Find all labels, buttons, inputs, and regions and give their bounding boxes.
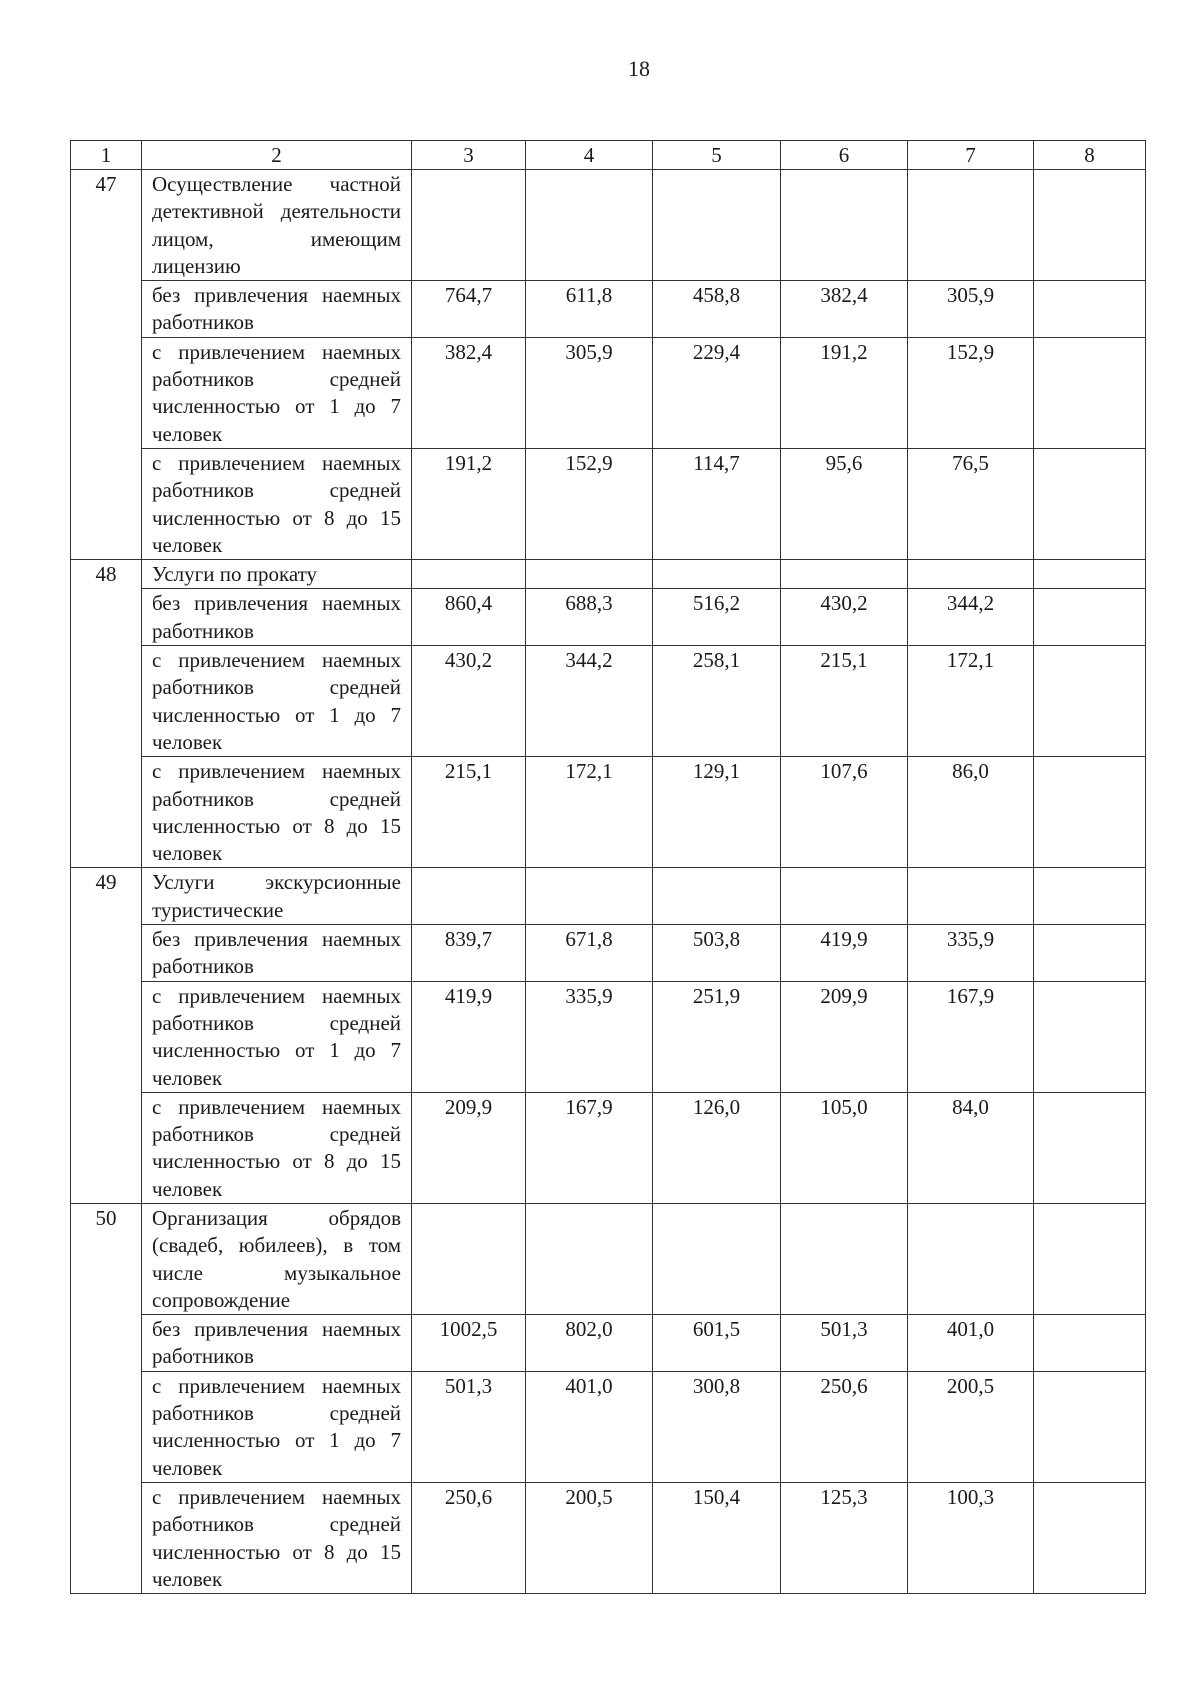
value-cell-col-3: 382,4 (412, 337, 526, 448)
value-cell-col-3: 501,3 (412, 1371, 526, 1482)
value-cell-col-7: 100,3 (908, 1482, 1034, 1593)
staff-condition: с привлечением наемных работников средней численностью от 1 до 7 человек (152, 339, 401, 446)
value-cell-col-8 (1034, 868, 1146, 925)
value-cell-col-8 (1034, 1203, 1146, 1314)
value-cell-col-4 (526, 1203, 653, 1314)
group-title-row (71, 1203, 1146, 1314)
staff-condition-cell (142, 589, 412, 646)
value-cell-col-3 (412, 170, 526, 281)
value-cell-col-6: 430,2 (781, 589, 908, 646)
value-cell-col-8 (1034, 1315, 1146, 1372)
value-cell-col-6: 215,1 (781, 646, 908, 757)
value-cell-col-3: 860,4 (412, 589, 526, 646)
value-cell-col-6: 107,6 (781, 757, 908, 868)
value-cell-col-6 (781, 560, 908, 589)
staff-condition: с привлечением наемных работников средней численностью от 8 до 15 человек (152, 450, 401, 557)
table-row (71, 448, 1146, 559)
value-cell-col-7 (908, 1203, 1034, 1314)
value-cell-col-8 (1034, 281, 1146, 338)
column-header: 6 (781, 141, 908, 170)
value-cell-col-5: 150,4 (653, 1482, 781, 1593)
group-number: 47 (71, 170, 142, 560)
value-cell-col-3: 209,9 (412, 1092, 526, 1203)
staff-condition-cell (142, 1482, 412, 1593)
value-cell-col-7: 344,2 (908, 589, 1034, 646)
column-header: 4 (526, 141, 653, 170)
value-cell-col-7: 335,9 (908, 925, 1034, 982)
service-name: Услуги по прокату (152, 562, 318, 587)
service-name-cell (142, 170, 412, 281)
table-row (71, 281, 1146, 338)
value-cell-col-8 (1034, 757, 1146, 868)
value-cell-col-5: 129,1 (653, 757, 781, 868)
value-cell-col-6: 105,0 (781, 1092, 908, 1203)
column-header: 8 (1034, 141, 1146, 170)
staff-condition: без привлечения наемных работников (152, 591, 401, 643)
value-cell-col-3 (412, 1203, 526, 1314)
value-cell-col-7: 86,0 (908, 757, 1034, 868)
table-row (71, 589, 1146, 646)
value-cell-col-4: 401,0 (526, 1371, 653, 1482)
group-title-row (71, 170, 1146, 281)
value-cell-col-7: 167,9 (908, 981, 1034, 1092)
service-name-cell (142, 560, 412, 589)
staff-condition: с привлечением наемных работников средней численностью от 8 до 15 человек (152, 1484, 401, 1591)
group-number: 48 (71, 560, 142, 868)
value-cell-col-4: 688,3 (526, 589, 653, 646)
staff-condition-cell (142, 981, 412, 1092)
value-cell-col-4: 200,5 (526, 1482, 653, 1593)
value-cell-col-3: 1002,5 (412, 1315, 526, 1372)
value-cell-col-5 (653, 560, 781, 589)
value-cell-col-6: 419,9 (781, 925, 908, 982)
value-cell-col-7: 401,0 (908, 1315, 1034, 1372)
staff-condition-cell (142, 646, 412, 757)
value-cell-col-6 (781, 170, 908, 281)
value-cell-col-7: 305,9 (908, 281, 1034, 338)
value-cell-col-4: 172,1 (526, 757, 653, 868)
value-cell-col-8 (1034, 646, 1146, 757)
value-cell-col-8 (1034, 981, 1146, 1092)
column-header: 7 (908, 141, 1034, 170)
value-cell-col-6: 501,3 (781, 1315, 908, 1372)
value-cell-col-3: 430,2 (412, 646, 526, 757)
value-cell-col-3: 839,7 (412, 925, 526, 982)
value-cell-col-5: 516,2 (653, 589, 781, 646)
value-cell-col-8 (1034, 1371, 1146, 1482)
value-cell-col-4 (526, 560, 653, 589)
value-cell-col-7 (908, 170, 1034, 281)
staff-condition: с привлечением наемных работников средней численностью от 8 до 15 человек (152, 759, 401, 866)
table-row (71, 757, 1146, 868)
value-cell-col-3: 250,6 (412, 1482, 526, 1593)
table-row (71, 1092, 1146, 1203)
value-cell-col-8 (1034, 1482, 1146, 1593)
value-cell-col-3: 419,9 (412, 981, 526, 1092)
column-header: 3 (412, 141, 526, 170)
column-header: 2 (142, 141, 412, 170)
value-cell-col-6 (781, 868, 908, 925)
value-cell-col-4: 671,8 (526, 925, 653, 982)
column-header: 1 (71, 141, 142, 170)
value-cell-col-6: 250,6 (781, 1371, 908, 1482)
value-cell-col-8 (1034, 589, 1146, 646)
staff-condition-cell (142, 1371, 412, 1482)
page-number: 18 (628, 56, 650, 81)
staff-condition: с привлечением наемных работников средней численностью от 1 до 7 человек (152, 1373, 401, 1480)
value-cell-col-5: 258,1 (653, 646, 781, 757)
staff-condition: без привлечения наемных работников (152, 1317, 401, 1369)
group-title-row (71, 868, 1146, 925)
value-cell-col-8 (1034, 925, 1146, 982)
table-body (71, 170, 1146, 1594)
staff-condition: с привлечением наемных работников средней численностью от 8 до 15 человек (152, 1094, 401, 1201)
value-cell-col-7: 172,1 (908, 646, 1034, 757)
value-cell-col-4 (526, 170, 653, 281)
service-name-cell (142, 1203, 412, 1314)
value-cell-col-6 (781, 1203, 908, 1314)
table-row (71, 1371, 1146, 1482)
value-cell-col-5: 503,8 (653, 925, 781, 982)
column-header: 5 (653, 141, 781, 170)
value-cell-col-4: 802,0 (526, 1315, 653, 1372)
value-cell-col-8 (1034, 170, 1146, 281)
table-row (71, 981, 1146, 1092)
staff-condition-cell (142, 281, 412, 338)
value-cell-col-8 (1034, 448, 1146, 559)
value-cell-col-5: 114,7 (653, 448, 781, 559)
value-cell-col-4: 344,2 (526, 646, 653, 757)
value-cell-col-3 (412, 868, 526, 925)
value-cell-col-6: 125,3 (781, 1482, 908, 1593)
staff-condition: с привлечением наемных работников средней численностью от 1 до 7 человек (152, 648, 401, 754)
value-cell-col-6: 191,2 (781, 337, 908, 448)
value-cell-col-5 (653, 170, 781, 281)
staff-condition: с привлечением наемных работников средней численностью от 1 до 7 человек (152, 983, 401, 1090)
table-row (71, 337, 1146, 448)
value-cell-col-4: 167,9 (526, 1092, 653, 1203)
staff-condition-cell (142, 925, 412, 982)
staff-condition: без привлечения наемных работников (152, 283, 401, 335)
service-name: Осуществление частной детективной деятельности лицом, имеющим лицензию (152, 172, 401, 278)
value-cell-col-4: 611,8 (526, 281, 653, 338)
group-title-row (71, 560, 1146, 589)
value-cell-col-4: 152,9 (526, 448, 653, 559)
value-cell-col-7: 152,9 (908, 337, 1034, 448)
value-cell-col-3: 215,1 (412, 757, 526, 868)
value-cell-col-5: 601,5 (653, 1315, 781, 1372)
value-cell-col-7 (908, 560, 1034, 589)
value-cell-col-3: 191,2 (412, 448, 526, 559)
group-number: 50 (71, 1203, 142, 1593)
value-cell-col-6: 209,9 (781, 981, 908, 1092)
staff-condition-cell (142, 1092, 412, 1203)
value-cell-col-4 (526, 868, 653, 925)
value-cell-col-7: 84,0 (908, 1092, 1034, 1203)
header-row (71, 141, 1146, 170)
rates-table (70, 140, 1146, 1594)
value-cell-col-6: 382,4 (781, 281, 908, 338)
value-cell-col-8 (1034, 560, 1146, 589)
value-cell-col-7: 76,5 (908, 448, 1034, 559)
value-cell-col-6: 95,6 (781, 448, 908, 559)
value-cell-col-5 (653, 868, 781, 925)
service-name: Услуги экскурсионные туристические (152, 870, 401, 922)
value-cell-col-8 (1034, 337, 1146, 448)
value-cell-col-8 (1034, 1092, 1146, 1203)
value-cell-col-5: 126,0 (653, 1092, 781, 1203)
staff-condition-cell (142, 448, 412, 559)
value-cell-col-5: 300,8 (653, 1371, 781, 1482)
value-cell-col-5: 458,8 (653, 281, 781, 338)
value-cell-col-4: 305,9 (526, 337, 653, 448)
value-cell-col-4: 335,9 (526, 981, 653, 1092)
value-cell-col-7 (908, 868, 1034, 925)
table-row (71, 1315, 1146, 1372)
staff-condition: без привлечения наемных работников (152, 927, 401, 979)
value-cell-col-5: 251,9 (653, 981, 781, 1092)
value-cell-col-3 (412, 560, 526, 589)
table-row (71, 925, 1146, 982)
staff-condition-cell (142, 337, 412, 448)
service-name-cell (142, 868, 412, 925)
value-cell-col-3: 764,7 (412, 281, 526, 338)
group-number: 49 (71, 868, 142, 1204)
staff-condition-cell (142, 757, 412, 868)
value-cell-col-5: 229,4 (653, 337, 781, 448)
table-row (71, 1482, 1146, 1593)
value-cell-col-7: 200,5 (908, 1371, 1034, 1482)
staff-condition-cell (142, 1315, 412, 1372)
service-name: Организация обрядов (свадеб, юбилеев), в том числе музыкальное сопровождение (152, 1205, 401, 1312)
table-row (71, 646, 1146, 757)
value-cell-col-5 (653, 1203, 781, 1314)
